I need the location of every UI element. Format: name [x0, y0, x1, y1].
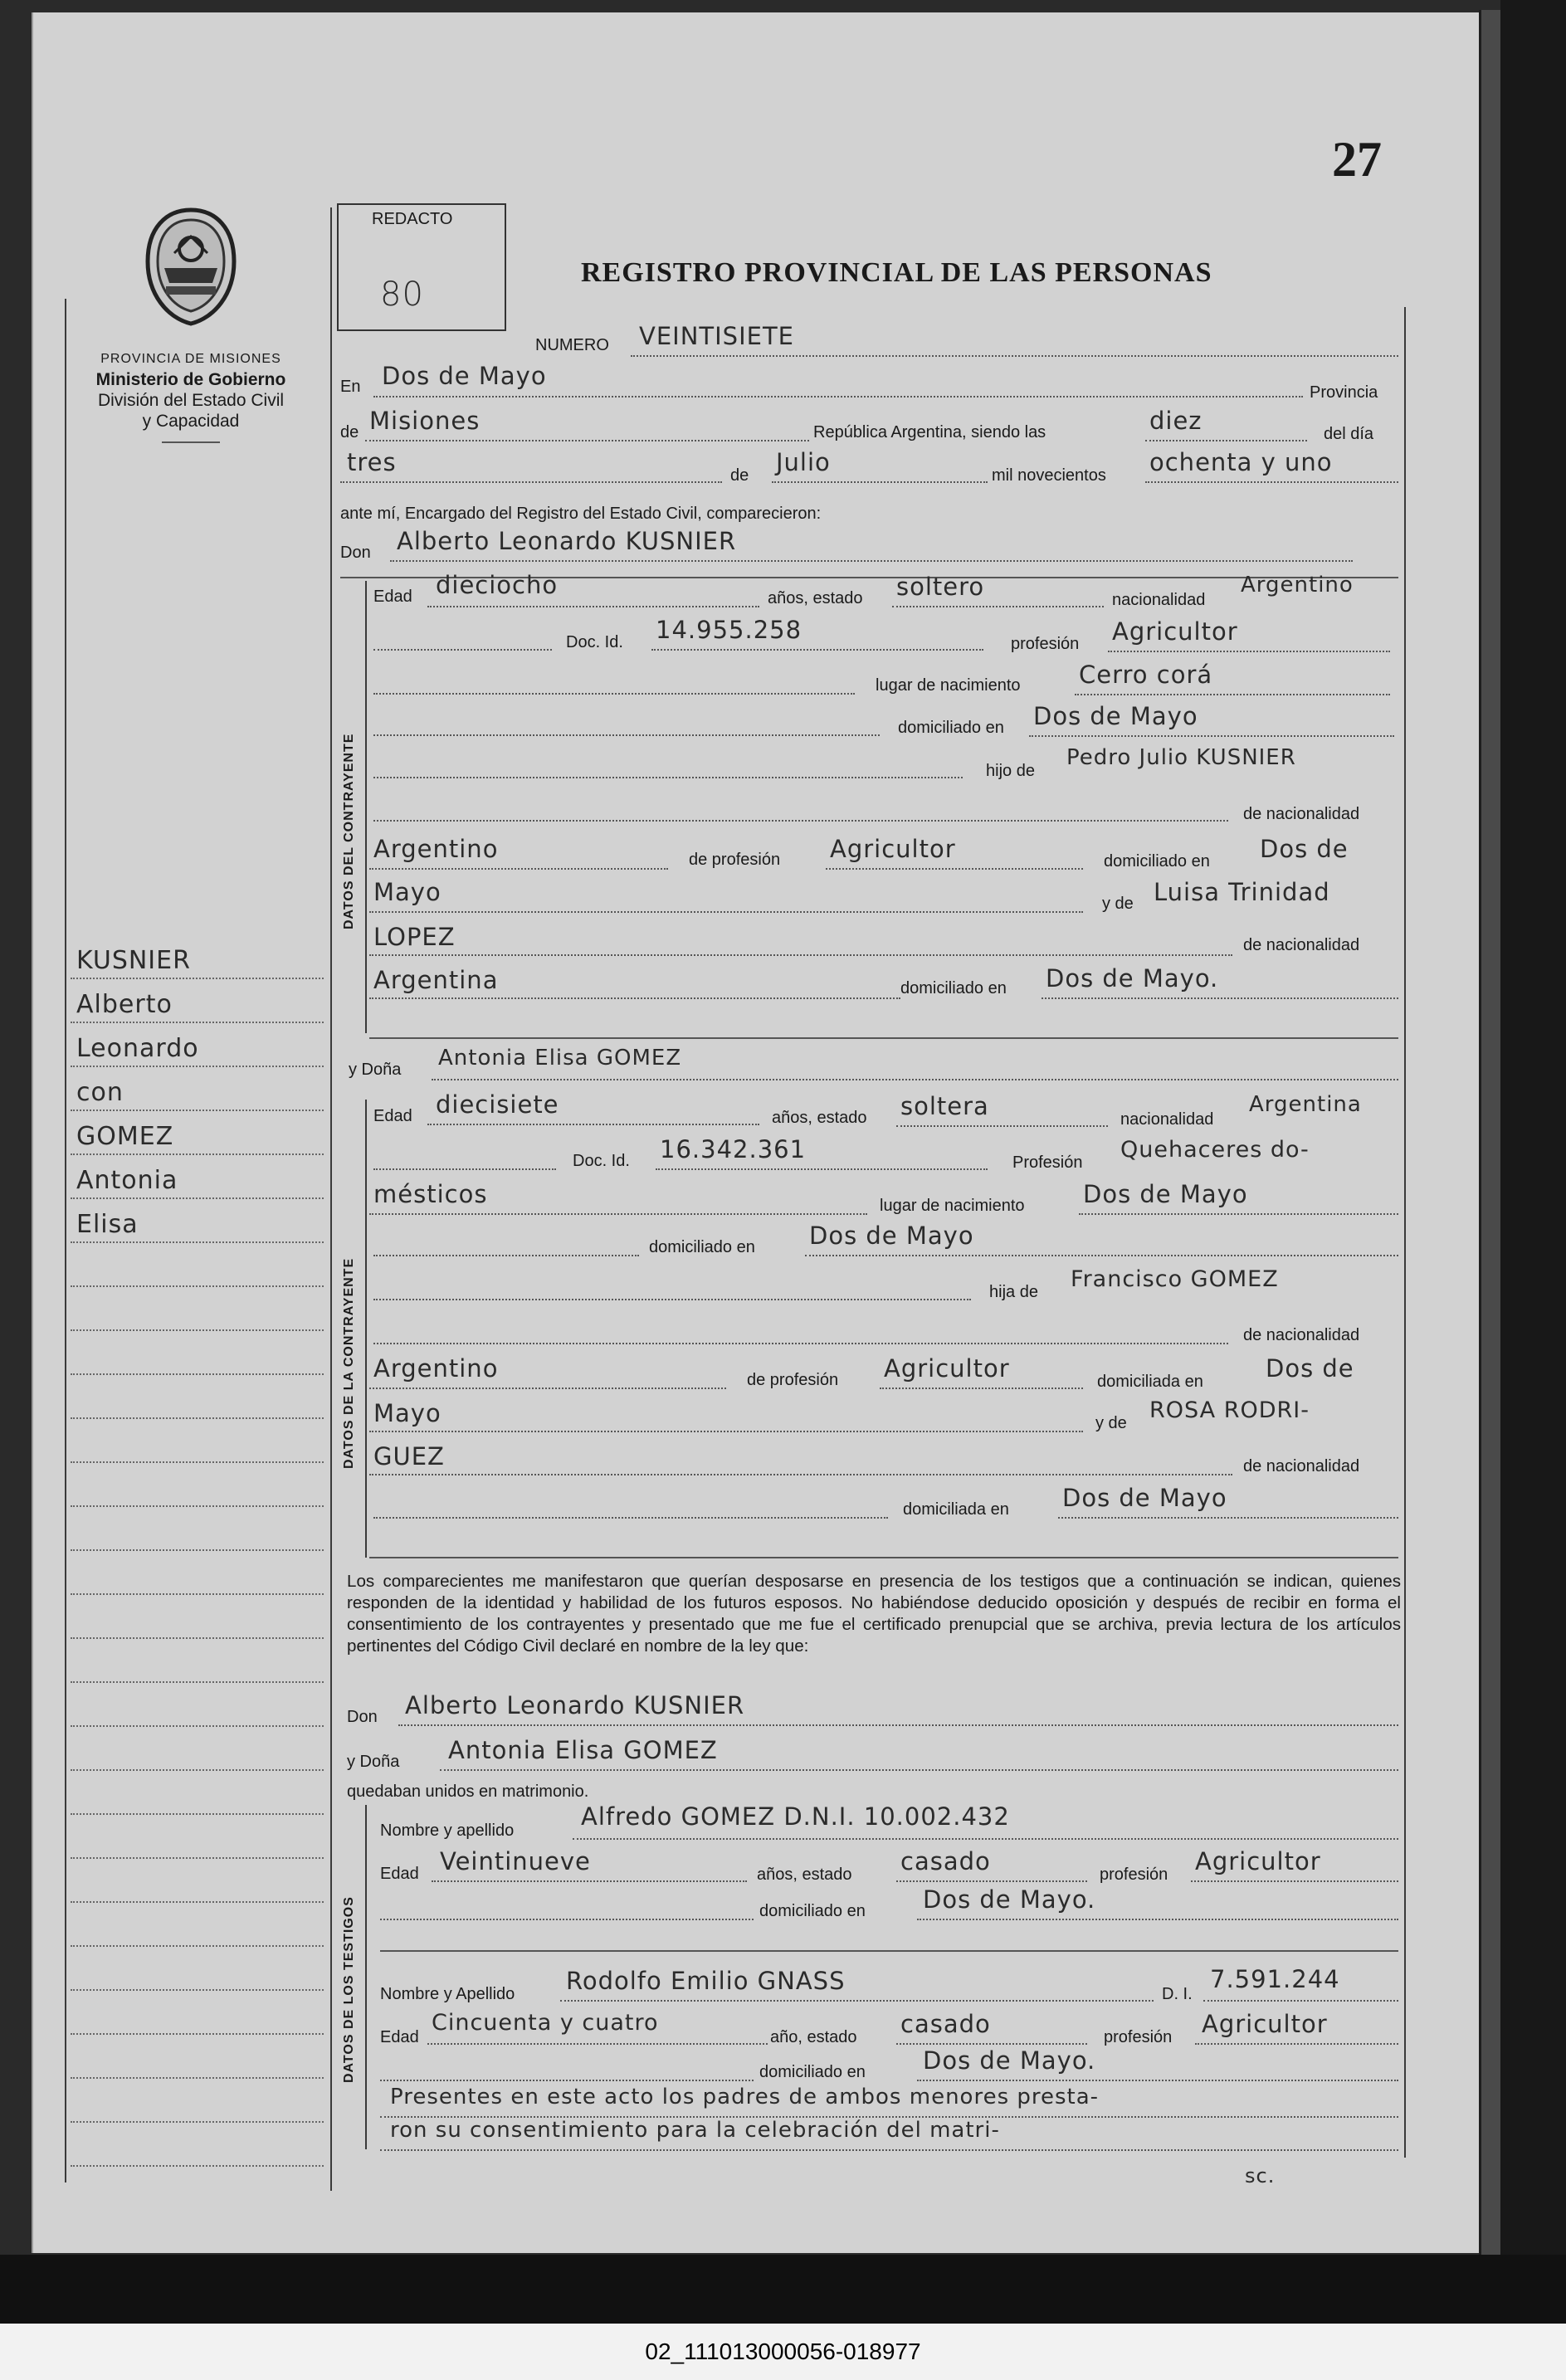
c-padre-nac-line — [369, 868, 668, 870]
c-y-de-label: y de — [1102, 895, 1134, 913]
don-label: Don — [340, 544, 371, 562]
margin-rule — [71, 2033, 324, 2035]
f-edad-value: diecisiete — [436, 1090, 559, 1119]
book-binding — [1500, 0, 1566, 2380]
f-estado-line — [896, 1125, 1108, 1127]
decl-don-line — [398, 1724, 1398, 1726]
f-madre-dom-line — [1058, 1517, 1398, 1519]
c-prof-line — [1108, 651, 1390, 652]
c-de-nac-label-2: de nacionalidad — [1243, 936, 1360, 954]
t1-nombre-value: Alfredo GOMEZ D.N.I. 10.002.432 — [581, 1802, 1010, 1831]
numero-value: VEINTISIETE — [639, 322, 794, 350]
decl-dona-label: y Doña — [347, 1753, 400, 1771]
t2-prof-value: Agricultor — [1202, 2010, 1328, 2038]
book-edge — [1479, 10, 1503, 2267]
form-right-rule — [1404, 307, 1406, 2158]
testigos-section-label: DATOS DE LOS TESTIGOS — [342, 1896, 356, 2083]
f-padre-dom-value-1: Dos de — [1266, 1354, 1354, 1383]
header-divider — [162, 441, 220, 443]
t1-dom-blank-line — [380, 1919, 754, 1920]
anio-line — [1145, 481, 1398, 483]
t2-dom-blank-line — [380, 2080, 754, 2081]
f-de-prof-label: de profesión — [747, 1371, 839, 1389]
c-padre-nac-blank-line — [373, 820, 1228, 822]
margin-rule — [71, 2077, 324, 2079]
contrayente-name: Alberto Leonardo KUSNIER — [397, 527, 737, 555]
dona-label: y Doña — [349, 1061, 402, 1079]
c-lugar-value: Cerro corá — [1079, 661, 1213, 689]
f-padre-dom-line — [369, 1431, 1083, 1432]
margin-note-5: GOMEZ — [76, 1122, 174, 1151]
margin-rule — [71, 1153, 324, 1155]
provincia-value: Misiones — [369, 407, 481, 435]
t2-edad-label: Edad — [380, 2028, 419, 2046]
f-prof-value-1: Quehaceres do- — [1120, 1137, 1310, 1163]
c-hijo-label: hijo de — [986, 762, 1035, 780]
t2-edad-line — [427, 2043, 768, 2045]
redacto-label: REDACTO — [372, 210, 453, 228]
contrayente-bracket — [365, 581, 367, 1033]
t2-edad-value: Cincuenta y cuatro — [432, 2010, 659, 2036]
margin-rule — [71, 1066, 324, 1067]
f-edad-line — [427, 1124, 759, 1125]
province-seal-icon — [141, 203, 241, 328]
c-madre-nac-value: Argentina — [373, 966, 499, 994]
f-madre-dom-label: domiciliada en — [903, 1500, 1009, 1519]
margin-rule — [71, 1637, 324, 1639]
page-number: 27 — [1332, 132, 1382, 187]
c-nac-label: nacionalidad — [1112, 591, 1206, 609]
numero-line — [631, 355, 1398, 357]
c-edad-value: dieciocho — [436, 571, 559, 599]
form-left-rule — [330, 207, 332, 2191]
c-estado-line — [892, 606, 1104, 607]
t2-nombre-line — [560, 2000, 1154, 2002]
f-doc-label: Doc. Id. — [573, 1152, 630, 1170]
nota-line-3: sc. — [1245, 2164, 1276, 2187]
margin-rule — [71, 1329, 324, 1331]
contrayente-f-bracket — [365, 1100, 367, 1558]
f-padre-dom-label: domiciliada en — [1097, 1373, 1203, 1391]
f-lugar-line — [1079, 1213, 1398, 1215]
c-padre-dom-label: domiciliado en — [1104, 852, 1210, 871]
c-doc-label: Doc. Id. — [566, 633, 623, 651]
c-dom-line — [1029, 735, 1394, 737]
c-madre-dom-label: domiciliado en — [900, 979, 1007, 997]
decl-dona-line — [440, 1769, 1398, 1771]
t1-dom-value: Dos de Mayo. — [923, 1885, 1096, 1914]
margin-rule — [71, 978, 324, 979]
t1-prof-value: Agricultor — [1195, 1847, 1321, 1875]
t1-estado-value: casado — [900, 1847, 991, 1875]
provincia-label: Provincia — [1310, 383, 1378, 402]
f-hija-label: hija de — [989, 1283, 1038, 1301]
f-padre-nac-blank-line — [373, 1343, 1228, 1344]
margin-rule — [71, 1769, 324, 1771]
f-prof-value-2: mésticos — [373, 1180, 488, 1208]
margin-rule — [71, 1417, 324, 1419]
decl-don-value: Alberto Leonardo KUSNIER — [405, 1691, 745, 1719]
c-dom-value: Dos de Mayo — [1033, 702, 1198, 730]
margin-rule — [71, 1110, 324, 1111]
del-dia-label: del día — [1324, 425, 1374, 443]
f-nac-label: nacionalidad — [1120, 1110, 1214, 1129]
f-dom-label: domiciliado en — [649, 1238, 755, 1256]
margin-note-4: con — [76, 1078, 124, 1107]
c-dom-label: domiciliado en — [898, 719, 1004, 737]
margin-rule — [71, 1241, 324, 1243]
t1-nombre-label: Nombre y apellido — [380, 1822, 515, 1840]
f-madre-value-1: ROSA RODRI- — [1149, 1397, 1310, 1423]
redacto-box — [337, 203, 506, 331]
t1-dom-line — [917, 1919, 1398, 1920]
t2-nombre-label: Nombre y Apellido — [380, 1985, 515, 2003]
margin-rule — [71, 1373, 324, 1375]
margin-rule — [71, 1197, 324, 1199]
c-lugar-line — [1075, 694, 1390, 695]
f-lugar-label: lugar de nacimiento — [880, 1197, 1025, 1215]
f-y-de-label: y de — [1095, 1414, 1127, 1432]
t2-estado-value: casado — [900, 2010, 991, 2038]
t1-prof-label: profesión — [1100, 1865, 1168, 1884]
division-line-2: y Capacidad — [142, 412, 240, 431]
left-margin-line — [65, 299, 66, 2182]
t1-edad-label: Edad — [380, 1865, 419, 1883]
margin-note-2: Alberto — [76, 990, 173, 1019]
f-dom-line — [805, 1255, 1398, 1256]
division-line-1: División del Estado Civil — [97, 391, 285, 410]
t2-prof-line — [1195, 2043, 1398, 2045]
t2-dom-label: domiciliado en — [759, 2063, 866, 2081]
c-estado-value: soltero — [896, 573, 985, 601]
c-edad-line — [427, 606, 759, 607]
t1-edad-value: Veintinueve — [440, 1847, 591, 1875]
margin-rule — [71, 1945, 324, 1947]
c-de-prof-label: de profesión — [689, 851, 781, 869]
nota-line-1: Presentes en este acto los padres de ambos menores presta- — [390, 2085, 1100, 2109]
contrayente-f-section-label: DATOS DE LA CONTRAYENTE — [342, 1257, 356, 1469]
margin-note-1: KUSNIER — [76, 946, 191, 975]
margin-rule — [71, 1681, 324, 1683]
f-estado-label: años, estado — [772, 1109, 867, 1127]
margin-rule — [71, 1461, 324, 1463]
f-padre-nac-line — [369, 1388, 726, 1389]
t2-nombre-value: Rodolfo Emilio GNASS — [566, 1967, 846, 1995]
hora-value: diez — [1149, 407, 1203, 435]
t2-dom-line — [917, 2080, 1398, 2081]
f-padre-nac-value: Argentino — [373, 1354, 499, 1383]
republica-label: República Argentina, siendo las — [813, 423, 1046, 441]
c-padre-prof-value: Agricultor — [830, 835, 956, 863]
c-padre-nac-value: Argentino — [373, 835, 499, 863]
t1-prof-line — [1191, 1880, 1398, 1882]
margin-rule — [71, 1285, 324, 1287]
margin-rule — [71, 1857, 324, 1859]
f-estado-value: soltera — [900, 1092, 989, 1120]
margin-note-3: Leonardo — [76, 1034, 199, 1063]
f-madre-dom-value: Dos de Mayo — [1062, 1484, 1227, 1512]
decl-dona-value: Antonia Elisa GOMEZ — [448, 1736, 718, 1764]
f-doc-blank-line — [373, 1168, 556, 1170]
c-padre-value: Pedro Julio KUSNIER — [1066, 745, 1296, 770]
t2-estado-label: año, estado — [770, 2028, 857, 2046]
t1-nombre-line — [573, 1838, 1398, 1840]
declaracion-paragraph: Los comparecientes me manifestaron que querían desposarse en presencia de los testigos que a continuación se indican, quienes responden de la identidad y habilidad de los futuros esposos. No habiéndose deducido oposición y después de recibir en forma el consentimiento de los contrayentes y presentado que me fue el certificado prenupcial que se archiva, previa lectura de los artículos pertinentes del Código Civil declaré en nombre de la ley que: — [347, 1572, 1401, 1656]
contrayente-section-label: DATOS DEL CONTRAYENTE — [342, 733, 356, 929]
c-madre-value-2: LOPEZ — [373, 923, 456, 951]
anio-value: ochenta y uno — [1149, 448, 1333, 476]
numero-label: NUMERO — [535, 336, 609, 354]
c-madre-dom-value: Dos de Mayo. — [1046, 964, 1219, 992]
dona-name: Antonia Elisa GOMEZ — [438, 1046, 682, 1071]
c-lugar-blank-line — [373, 693, 855, 695]
t2-di-value: 7.591.244 — [1210, 1965, 1340, 1993]
f-madre-line — [369, 1474, 1232, 1475]
f-doc-value: 16.342.361 — [660, 1135, 807, 1163]
f-padre-prof-line — [880, 1388, 1083, 1389]
f-padre-prof-value: Agricultor — [884, 1354, 1010, 1383]
c-estado-label: años, estado — [768, 589, 863, 607]
mes-value: Julio — [776, 448, 831, 476]
f-padre-dom-value-2: Mayo — [373, 1399, 442, 1427]
margin-note-7: Elisa — [76, 1210, 139, 1239]
margin-rule — [71, 1505, 324, 1507]
hora-line — [1145, 440, 1307, 441]
testigos-bracket — [365, 1805, 367, 2149]
c-prof-label: profesión — [1011, 635, 1080, 653]
contrayente-f-end-rule — [369, 1557, 1398, 1558]
lugar-line — [373, 396, 1303, 397]
c-padre-dom-value-2: Mayo — [373, 878, 442, 906]
dona-line — [432, 1079, 1398, 1080]
c-madre-value-1: Luisa Trinidad — [1154, 878, 1330, 906]
nota-line-2: ron su consentimiento para la celebración del matri- — [390, 2118, 1000, 2143]
decl-cierre: quedaban unidos en matrimonio. — [347, 1783, 589, 1801]
f-madre-value-2: GUEZ — [373, 1442, 445, 1470]
f-padre-value: Francisco GOMEZ — [1071, 1266, 1279, 1292]
f-madre-nac-blank-line — [373, 1517, 888, 1519]
c-padre-prof-line — [826, 868, 1083, 870]
file-id: 02_111013000056-018977 — [645, 2339, 921, 2364]
lugar-value: Dos de Mayo — [382, 362, 547, 390]
margin-rule — [71, 1813, 324, 1815]
c-prof-value: Agricultor — [1112, 617, 1238, 646]
f-nac-value: Argentina — [1249, 1092, 1362, 1117]
de-label: de — [340, 423, 359, 441]
mes-line — [772, 481, 988, 483]
de2-label: de — [730, 466, 749, 485]
t2-dom-value: Dos de Mayo. — [923, 2046, 1096, 2075]
margin-rule — [71, 1549, 324, 1551]
c-madre-nac-line — [369, 997, 900, 999]
c-edad-label: Edad — [373, 588, 412, 606]
c-padre-dom-line — [369, 911, 1083, 913]
dia-value: tres — [347, 448, 397, 476]
f-dom-blank-line — [373, 1255, 639, 1256]
f-de-nac-label: de nacionalidad — [1243, 1326, 1360, 1344]
dia-line — [340, 481, 722, 483]
margin-rule — [71, 2121, 324, 2123]
contrayente-line — [390, 560, 1353, 562]
c-de-nac-label: de nacionalidad — [1243, 805, 1360, 823]
margin-rule — [71, 1593, 324, 1595]
redacto-value: 80 — [380, 276, 424, 314]
margin-rule — [71, 1989, 324, 1991]
c-doc-value: 14.955.258 — [656, 616, 803, 644]
c-hijo-blank-line — [373, 777, 963, 778]
t1-estado-line — [896, 1880, 1087, 1882]
en-label: En — [340, 378, 361, 396]
t2-estado-line — [896, 2043, 1087, 2045]
c-madre-line — [369, 954, 1232, 956]
ministry-header — [62, 349, 320, 443]
t1-edad-line — [432, 1880, 747, 1882]
f-prof-line — [369, 1213, 867, 1215]
t1-estado-label: años, estado — [757, 1865, 852, 1884]
t2-prof-label: profesión — [1104, 2028, 1173, 2046]
t2-di-label: D. I. — [1162, 1985, 1193, 2003]
f-prof-label: Profesión — [1012, 1153, 1083, 1172]
f-doc-line — [656, 1168, 988, 1170]
nota-rule-2 — [380, 2149, 1398, 2151]
f-de-nac-label-2: de nacionalidad — [1243, 1457, 1360, 1475]
margin-rule — [71, 1725, 324, 1727]
c-dom-blank-line — [373, 734, 880, 736]
provincia-line — [365, 440, 809, 441]
margin-rule — [71, 1022, 324, 1023]
c-padre-dom-value-1: Dos de — [1260, 835, 1349, 863]
t1-dom-label: domiciliado en — [759, 1902, 866, 1920]
ministry-name: Ministerio de Gobierno — [95, 370, 286, 389]
ante-label: ante mí, Encargado del Registro del Estado Civil, comparecieron: — [340, 505, 822, 523]
t1-end-rule — [380, 1950, 1398, 1952]
margin-note-6: Antonia — [76, 1166, 178, 1195]
decl-don-label: Don — [347, 1708, 378, 1726]
c-lugar-label: lugar de nacimiento — [876, 676, 1021, 695]
f-lugar-value: Dos de Mayo — [1083, 1180, 1248, 1208]
margin-rule — [71, 2165, 324, 2167]
f-dom-value: Dos de Mayo — [809, 1222, 974, 1250]
c-nac-value: Argentino — [1241, 573, 1354, 597]
f-hija-blank-line — [373, 1299, 971, 1300]
c-doc-line — [651, 649, 983, 651]
margin-rule — [71, 1901, 324, 1903]
t2-di-line — [1203, 2000, 1398, 2002]
contrayente-end-rule — [369, 1037, 1398, 1039]
c-madre-dom-line — [1042, 997, 1398, 999]
f-edad-label: Edad — [373, 1107, 412, 1125]
province-name: PROVINCIA DE MISIONES — [100, 352, 281, 366]
mil-label: mil novecientos — [992, 466, 1106, 485]
c-doc-blank-line — [373, 649, 552, 651]
register-title: REGISTRO PROVINCIAL DE LAS PERSONAS — [581, 257, 1212, 288]
